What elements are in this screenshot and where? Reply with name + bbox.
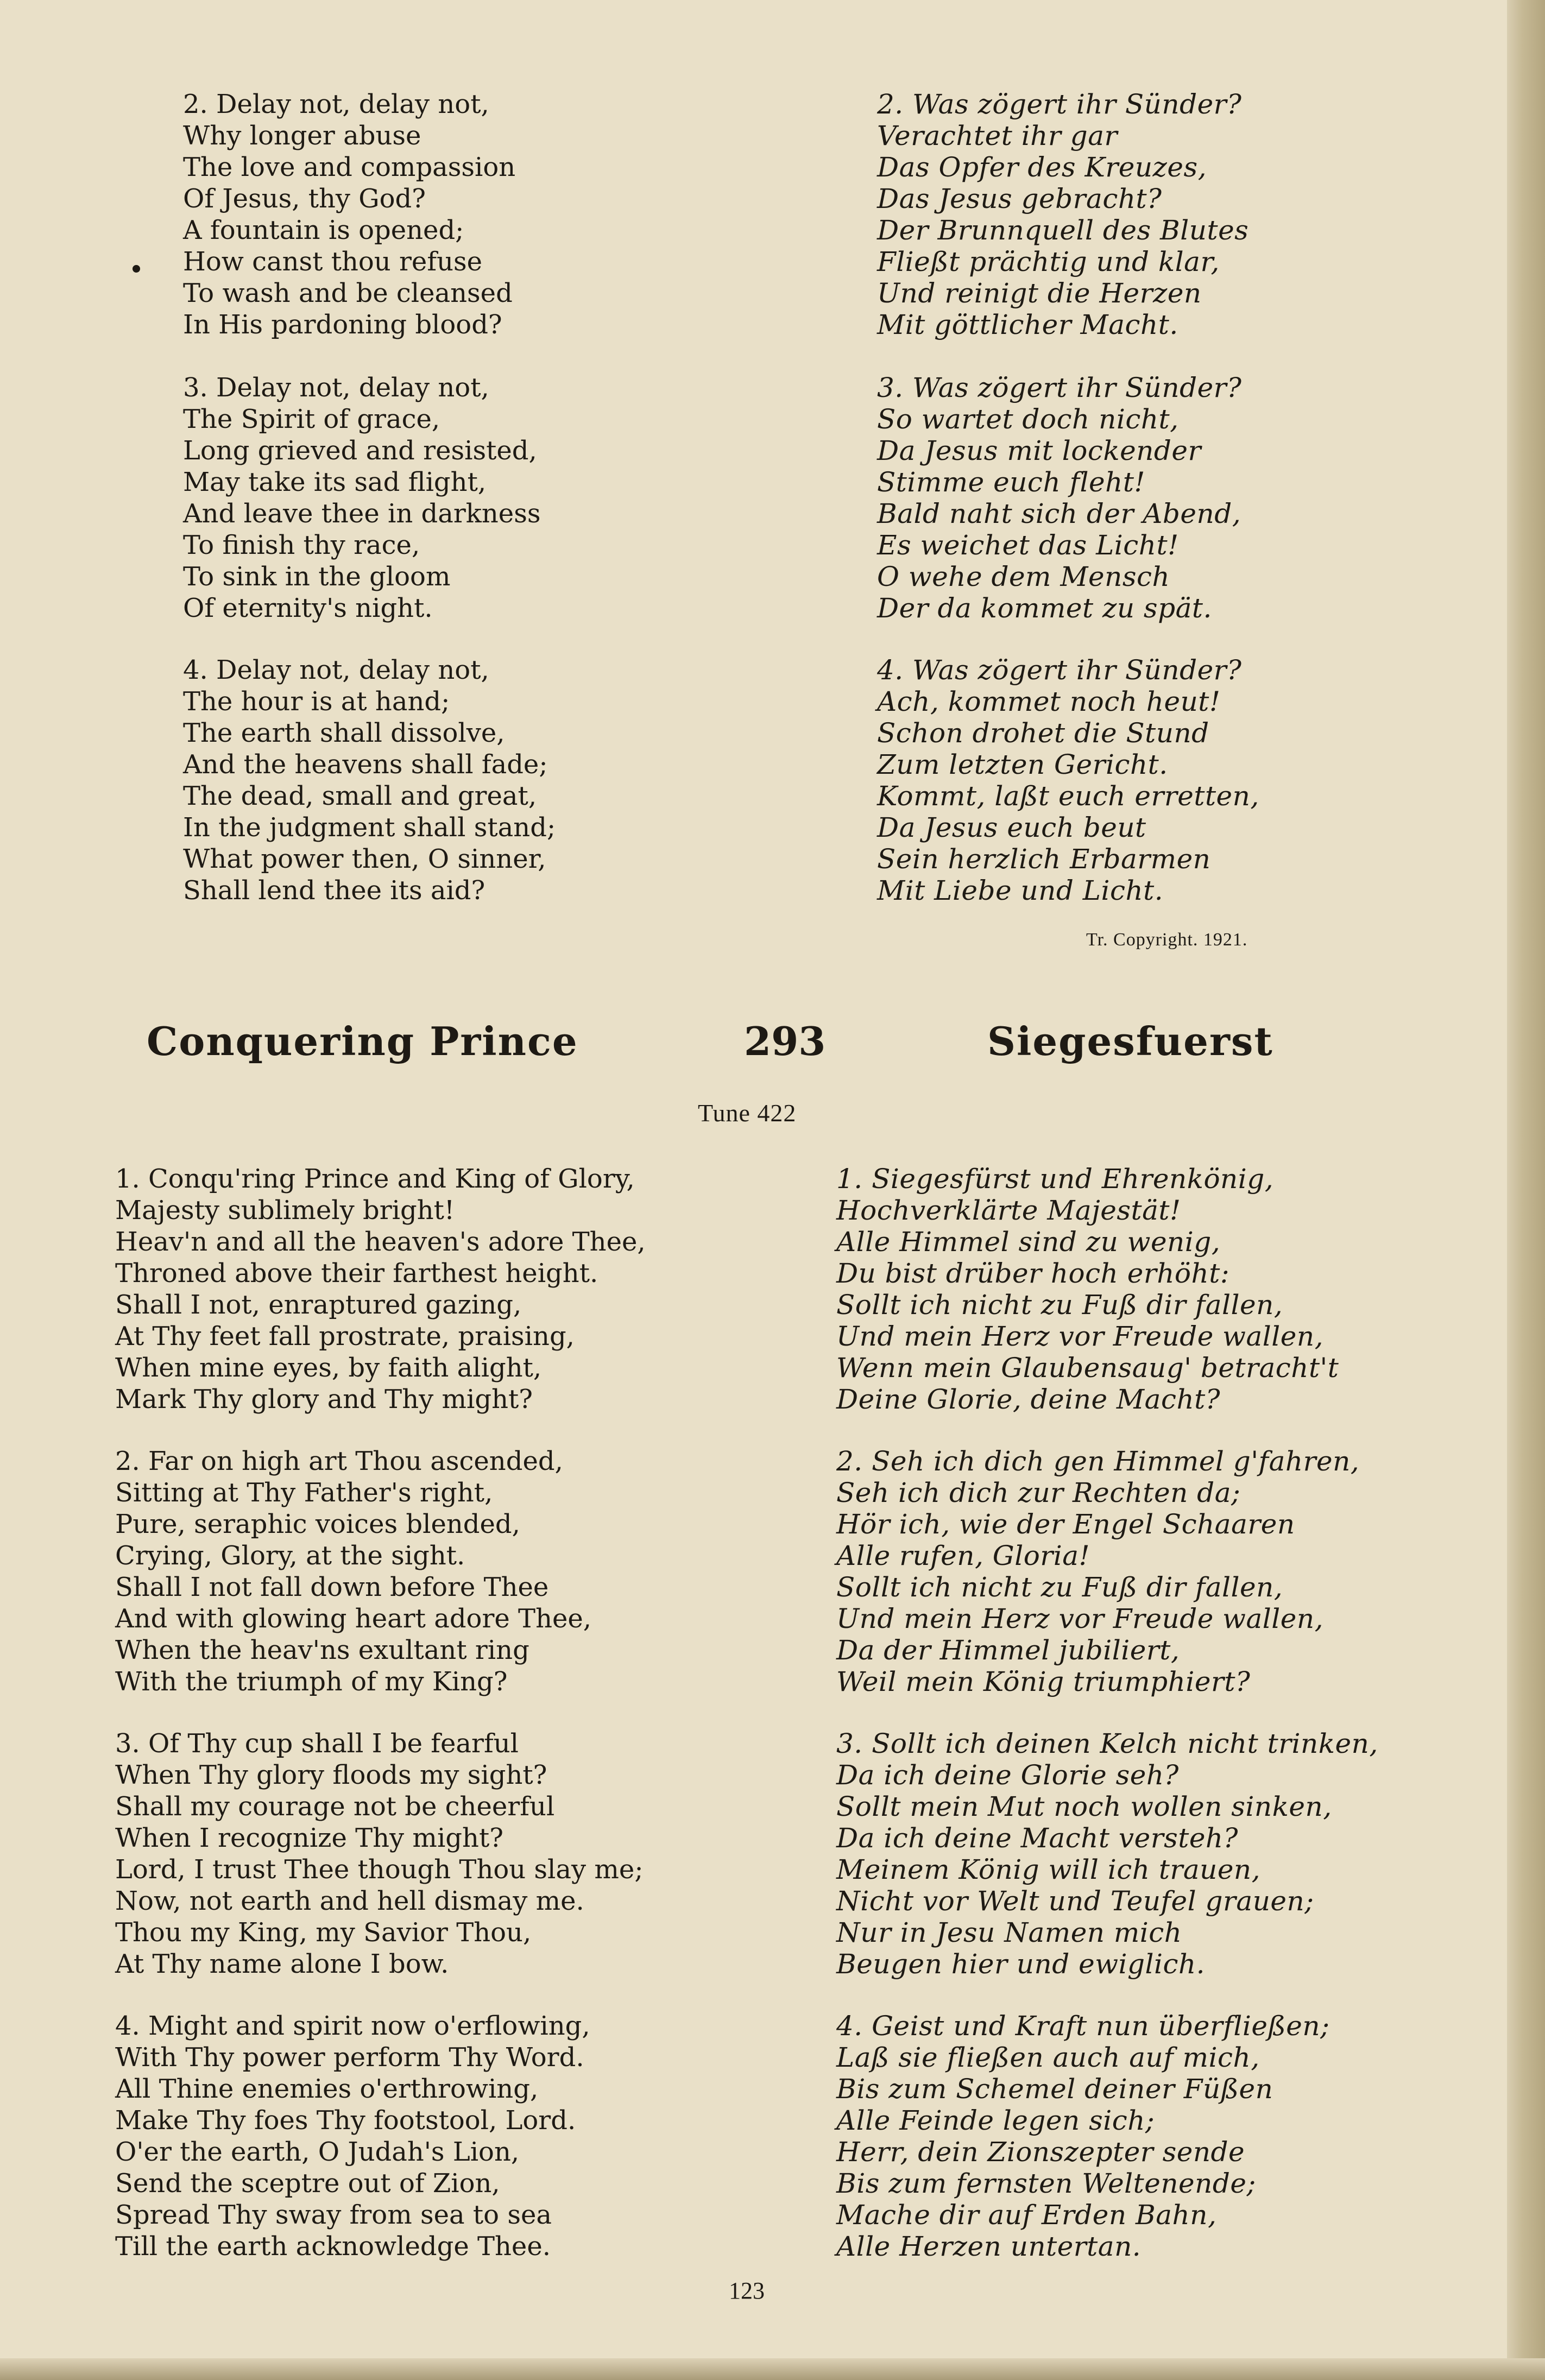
- verse-line: 4. Was zögert ihr Sünder?: [877, 654, 1242, 686]
- verse-line: Da der Himmel jubiliert,: [836, 1634, 1180, 1666]
- verse-line: O wehe dem Mensch: [877, 561, 1170, 592]
- verse-line: 3. Delay not, delay not,: [183, 373, 489, 403]
- verse-line: Und mein Herz vor Freude wallen,: [836, 1321, 1323, 1352]
- english-stanza-2: [115, 1445, 591, 1697]
- verse-line: Wenn mein Glaubensaug' betracht't: [836, 1352, 1339, 1384]
- verse-line: 2. Delay not, delay not,: [183, 89, 489, 119]
- verse-line: Verachtet ihr gar: [877, 120, 1118, 151]
- verse-line: The dead, small and great,: [183, 781, 537, 811]
- verse-line: Fließt prächtig und klar,: [877, 246, 1220, 277]
- page-bottom-edge: [0, 2358, 1545, 2380]
- verse-line: Ach, kommet noch heut!: [877, 686, 1221, 717]
- verse-line: Da ich deine Glorie seh?: [836, 1759, 1179, 1791]
- verse-line: 1. Siegesfürst und Ehrenkönig,: [836, 1163, 1274, 1195]
- german-stanza-3: [836, 1728, 1378, 1980]
- verse-line: The Spirit of grace,: [183, 404, 440, 434]
- verse-line: Herr, dein Zionszepter sende: [836, 2136, 1245, 2168]
- verse-line: Of eternity's night.: [183, 593, 433, 623]
- german-stanza-1: [836, 1163, 1339, 1415]
- verse-line: Beugen hier und ewiglich.: [836, 1948, 1206, 1980]
- verse-line: Shall my courage not be cheerful: [115, 1791, 555, 1822]
- verse-line: When the heav'ns exultant ring: [115, 1635, 529, 1665]
- verse-line: A fountain is opened;: [183, 215, 464, 245]
- verse-line: 4. Geist und Kraft nun überfließen;: [836, 2010, 1330, 2042]
- verse-line: Spread Thy sway from sea to sea: [115, 2200, 552, 2230]
- verse-line: Of Jesus, thy God?: [183, 184, 426, 214]
- verse-line: Der da kommet zu spät.: [877, 592, 1212, 624]
- top-english-stanza-2: [183, 89, 515, 340]
- verse-line: Heav'n and all the heaven's adore Thee,: [115, 1227, 646, 1257]
- tune-reference: Tune 422: [698, 1099, 797, 1127]
- verse-line: Das Jesus gebracht?: [877, 183, 1162, 214]
- verse-line: Sein herzlich Erbarmen: [877, 843, 1211, 875]
- verse-line: And leave thee in darkness: [183, 498, 541, 529]
- verse-line: Es weichet das Licht!: [877, 529, 1179, 561]
- verse-line: Long grieved and resisted,: [183, 435, 537, 466]
- verse-line: 4. Might and spirit now o'erflowing,: [115, 2011, 590, 2041]
- verse-line: 2. Seh ich dich gen Himmel g'fahren,: [836, 1445, 1360, 1477]
- verse-line: Du bist drüber hoch erhöht:: [836, 1258, 1230, 1289]
- verse-line: 3. Of Thy cup shall I be fearful: [115, 1728, 519, 1759]
- verse-line: Deine Glorie, deine Macht?: [836, 1384, 1221, 1415]
- verse-line: 3. Sollt ich deinen Kelch nicht trinken,: [836, 1728, 1378, 1759]
- verse-line: Laß sie fließen auch auf mich,: [836, 2042, 1260, 2073]
- top-german-stanza-4: [877, 654, 1259, 906]
- verse-line: Now, not earth and hell dismay me.: [115, 1886, 584, 1916]
- verse-line: Sollt mein Mut noch wollen sinken,: [836, 1791, 1332, 1822]
- verse-line: To wash and be cleansed: [183, 278, 513, 308]
- verse-line: Nicht vor Welt und Teufel grauen;: [836, 1885, 1314, 1917]
- verse-line: Till the earth acknowledge Thee.: [115, 2231, 551, 2262]
- verse-line: 3. Was zögert ihr Sünder?: [877, 372, 1242, 403]
- verse-line: Hör ich, wie der Engel Schaaren: [836, 1508, 1295, 1540]
- verse-line: Da Jesus euch beut: [877, 812, 1146, 843]
- hymn-title-german: Siegesfuerst: [987, 1018, 1273, 1064]
- verse-line: Alle rufen, Gloria!: [836, 1540, 1090, 1571]
- verse-line: Shall I not, enraptured gazing,: [115, 1290, 522, 1320]
- verse-line: Und mein Herz vor Freude wallen,: [836, 1603, 1323, 1634]
- verse-line: At Thy feet fall prostrate, praising,: [115, 1321, 575, 1352]
- verse-line: To finish thy race,: [183, 530, 420, 560]
- verse-line: Kommt, laßt euch erretten,: [877, 780, 1259, 812]
- verse-line: Sollt ich nicht zu Fuß dir fallen,: [836, 1289, 1283, 1321]
- verse-line: Sollt ich nicht zu Fuß dir fallen,: [836, 1571, 1283, 1603]
- verse-line: Alle Feinde legen sich;: [836, 2105, 1155, 2136]
- verse-line: Da ich deine Macht versteh?: [836, 1822, 1238, 1854]
- verse-line: 2. Far on high art Thou ascended,: [115, 1446, 563, 1476]
- verse-line: To sink in the gloom: [183, 561, 451, 592]
- verse-line: Mit Liebe und Licht.: [877, 875, 1164, 906]
- verse-line: All Thine enemies o'erthrowing,: [115, 2074, 539, 2104]
- verse-line: Thou my King, my Savior Thou,: [115, 1917, 532, 1948]
- verse-line: Throned above their farthest height.: [115, 1258, 598, 1289]
- copyright-note: Tr. Copyright. 1921.: [1086, 930, 1248, 950]
- verse-line: Der Brunnquell des Blutes: [877, 214, 1249, 246]
- verse-line: Lord, I trust Thee though Thou slay me;: [115, 1854, 644, 1885]
- verse-line: Seh ich dich zur Rechten da;: [836, 1477, 1241, 1508]
- verse-line: At Thy name alone I bow.: [115, 1949, 449, 1979]
- top-german-stanza-2: [877, 89, 1248, 340]
- verse-line: In the judgment shall stand;: [183, 812, 556, 843]
- verse-line: Make Thy foes Thy footstool, Lord.: [115, 2105, 576, 2136]
- verse-line: Zum letzten Gericht.: [877, 749, 1168, 780]
- verse-line: 1. Conqu'ring Prince and King of Glory,: [115, 1164, 635, 1194]
- hymn-title-english: Conquering Prince: [147, 1018, 578, 1064]
- verse-line: Weil mein König triumphiert?: [836, 1666, 1251, 1697]
- verse-line: Bald naht sich der Abend,: [877, 498, 1241, 529]
- german-stanza-2: [836, 1445, 1359, 1697]
- verse-line: Mache dir auf Erden Bahn,: [836, 2199, 1217, 2231]
- verse-line: Sitting at Thy Father's right,: [115, 1478, 493, 1508]
- verse-line: 4. Delay not, delay not,: [183, 655, 489, 685]
- verse-line: So wartet doch nicht,: [877, 403, 1179, 435]
- verse-line: When Thy glory floods my sight?: [115, 1760, 547, 1790]
- verse-line: And with glowing heart adore Thee,: [115, 1603, 592, 1634]
- verse-line: Schon drohet die Stund: [877, 717, 1209, 749]
- verse-line: Und reinigt die Herzen: [877, 277, 1202, 309]
- verse-line: Shall lend thee its aid?: [183, 875, 485, 906]
- verse-line: Hochverklärte Majestät!: [836, 1195, 1181, 1226]
- verse-line: 2. Was zögert ihr Sünder?: [877, 89, 1242, 120]
- verse-line: The love and compassion: [183, 152, 516, 182]
- top-german-stanza-3: [877, 372, 1241, 624]
- verse-line: When I recognize Thy might?: [115, 1823, 503, 1853]
- verse-line: How canst thou refuse: [183, 247, 483, 277]
- page-edge: [1507, 0, 1545, 2380]
- verse-line: Mit göttlicher Macht.: [877, 309, 1178, 340]
- verse-line: Nur in Jesu Namen mich: [836, 1917, 1182, 1948]
- verse-line: Das Opfer des Kreuzes,: [877, 151, 1207, 183]
- verse-line: Alle Himmel sind zu wenig,: [836, 1226, 1221, 1258]
- page-number: 123: [729, 2277, 765, 2304]
- verse-line: May take its sad flight,: [183, 467, 487, 497]
- verse-line: O'er the earth, O Judah's Lion,: [115, 2137, 520, 2167]
- top-english-stanza-4: [183, 654, 556, 906]
- hymn-number: 293: [744, 1018, 826, 1064]
- verse-line: With Thy power perform Thy Word.: [115, 2042, 584, 2073]
- verse-line: Stimme euch fleht!: [877, 466, 1146, 498]
- verse-line: Alle Herzen untertan.: [836, 2231, 1142, 2262]
- verse-line: Meinem König will ich trauen,: [836, 1854, 1261, 1885]
- verse-line: Why longer abuse: [183, 121, 421, 151]
- verse-line: The hour is at hand;: [183, 686, 450, 717]
- german-stanza-4: [836, 2010, 1329, 2262]
- margin-dot: [133, 265, 140, 273]
- verse-line: Pure, seraphic voices blended,: [115, 1509, 520, 1539]
- english-stanza-3: [115, 1728, 644, 1980]
- verse-line: Da Jesus mit lockender: [877, 435, 1201, 466]
- verse-line: Bis zum fernsten Weltenende;: [836, 2168, 1256, 2199]
- english-stanza-1: [115, 1163, 646, 1415]
- verse-line: Bis zum Schemel deiner Füßen: [836, 2073, 1273, 2105]
- verse-line: With the triumph of my King?: [115, 1666, 508, 1697]
- english-stanza-4: [115, 2010, 590, 2262]
- verse-line: When mine eyes, by faith alight,: [115, 1353, 542, 1383]
- verse-line: Mark Thy glory and Thy might?: [115, 1384, 533, 1415]
- verse-line: And the heavens shall fade;: [183, 749, 548, 780]
- top-english-stanza-3: [183, 372, 540, 624]
- verse-line: In His pardoning blood?: [183, 310, 502, 340]
- verse-line: The earth shall dissolve,: [183, 718, 505, 748]
- verse-line: Send the sceptre out of Zion,: [115, 2168, 500, 2199]
- verse-line: What power then, O sinner,: [183, 844, 546, 874]
- verse-line: Crying, Glory, at the sight.: [115, 1541, 465, 1571]
- verse-line: Shall I not fall down before Thee: [115, 1572, 549, 1602]
- verse-line: Majesty sublimely bright!: [115, 1195, 455, 1226]
